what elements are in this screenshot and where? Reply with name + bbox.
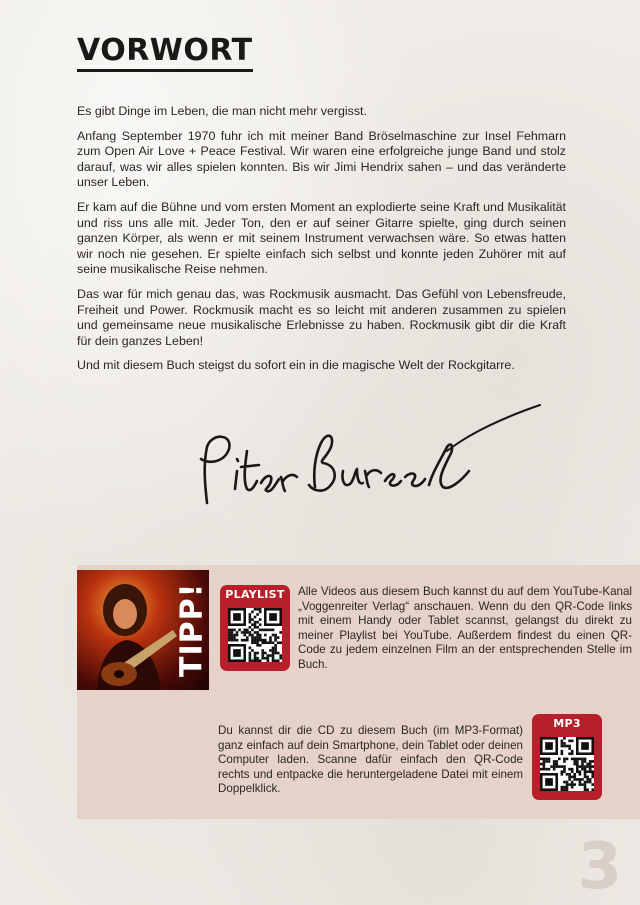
paragraph: Es gibt Dinge im Leben, die man nicht mehr vergisst. [77, 104, 367, 118]
playlist-text: Alle Videos aus diesem Buch kannst du auf dem YouTube-Kanal „Voggenreiter Verlag“ anschauen. Wenn du den QR-Code links mit einem Handy oder Tablet scannst, gelangst du direkt zu meiner Playlist bei YouTube. Außerdem findest du einen QR-Code zu jedem einzelnen Film an der entsprechenden Stelle im Buch. [298, 585, 632, 671]
paragraph: Anfang September 1970 fuhr ich mit meiner Band Bröselmaschine zur Insel Fehmarn zum Open Air Love + Peace Festival. Wir waren eine erfolgreiche junge Band und stolz darauf, was wir alles spielen konnten. Bis wir Jimi Hendrix sahen – und das veränderte unser Leben. [77, 128, 566, 190]
page-title: VORWORT [77, 34, 253, 72]
paragraph: Das war für mich genau das, was Rockmusik ausmacht. Das Gefühl von Lebensfreude, Freiheit und Power. Rockmusik macht es so leicht mit anderen zusammen zu spielen und gemeinsame neue musikalische Erlebnisse zu haben. Rockmusik gibt dir die Kraft für dein ganzes Leben! [77, 286, 566, 348]
mp3-text: Du kannst dir die CD zu diesem Buch (im MP3-Format) ganz einfach auf dein Smartphone, dein Tablet oder deinen Computer laden. Scanne dafür einfach den QR-Code rechts und entpacke die heruntergeladene Datei mit einem Doppelklick. [218, 724, 523, 796]
qr-code-icon[interactable] [228, 608, 282, 662]
signature [185, 385, 545, 525]
paragraph: Er kam auf die Bühne und vom ersten Moment an explodierte seine Kraft und Musikalität und riss uns alle mit. Jeder Ton, den er auf seiner Gitarre spielte, ging durch seinen ganzen Körper, als wenn er mit seinem Instrument verwachsen wäre. So etwas hatten wir noch nie gesehen. Er spielte einfach sich selbst und konnte jeden Zuhörer mit auf seine musikalische Reise nehmen. [77, 199, 566, 277]
guitarist-photo [77, 570, 209, 690]
paragraph: Und mit diesem Buch steigst du sofort ein in die magische Welt der Rockgitarre. [77, 358, 515, 373]
qr-code-icon[interactable] [540, 737, 594, 791]
page-number-text: 3 [577, 836, 622, 892]
playlist-qr-card[interactable] [220, 585, 290, 671]
mp3-label: MP3 [553, 717, 581, 730]
page-number [560, 836, 630, 892]
mp3-qr-card[interactable] [532, 714, 602, 800]
playlist-label: PLAYLIST [225, 588, 285, 601]
foreword-text [77, 104, 566, 383]
tip-label: TIPP! [174, 582, 209, 678]
